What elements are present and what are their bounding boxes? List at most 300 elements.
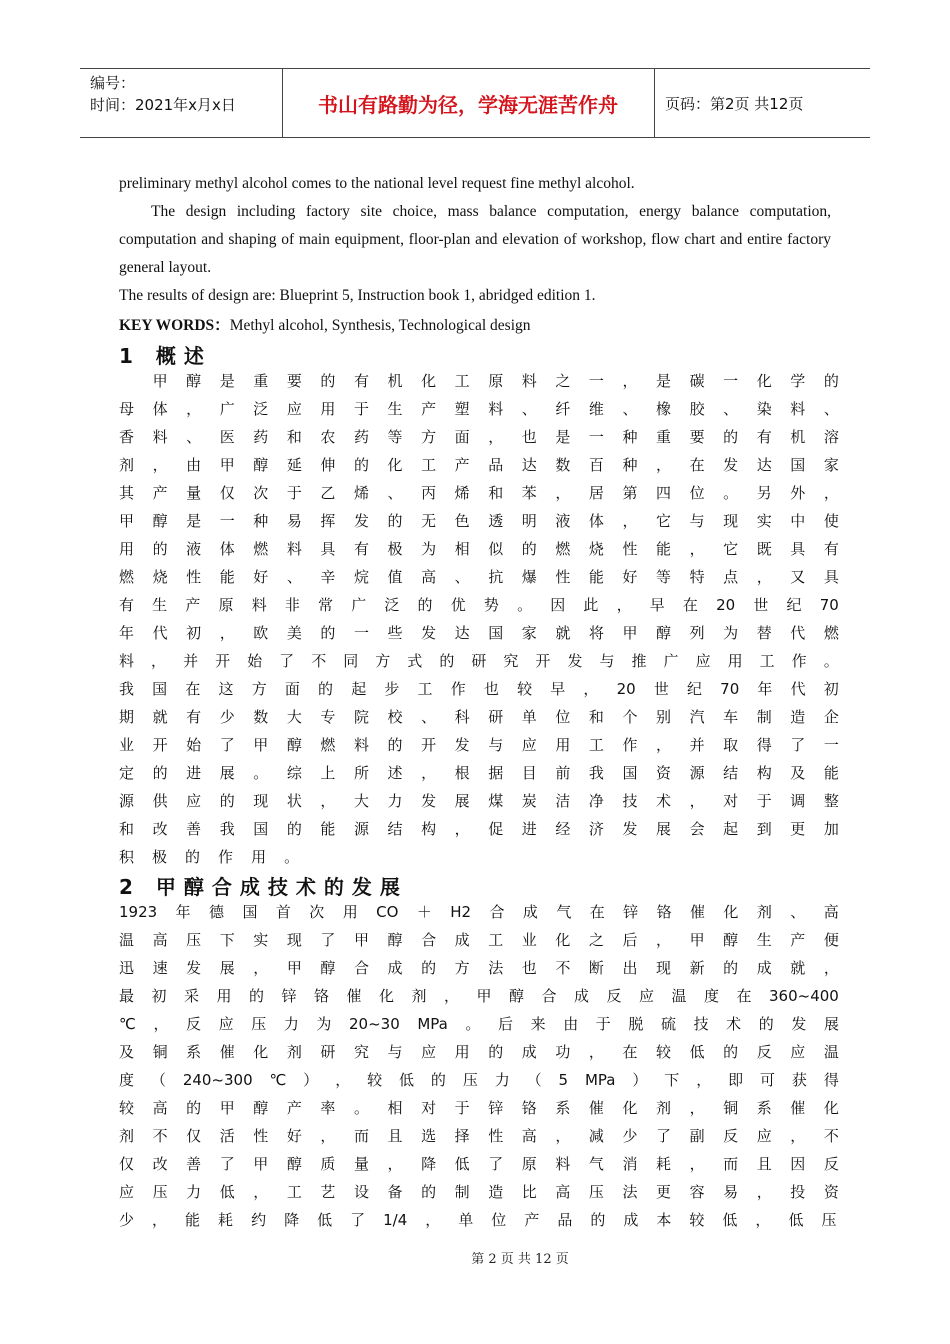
text-glyph: 品 [557, 1211, 573, 1229]
text-glyph: 作 [218, 848, 234, 866]
text-glyph: 维 [588, 400, 604, 418]
text-glyph: ， [656, 456, 672, 474]
text-glyph: 业 [119, 736, 135, 754]
text-glyph: 出 [622, 959, 638, 977]
text-glyph: 了 [219, 736, 235, 754]
text-glyph: 纪 [786, 596, 802, 614]
text-glyph: （ [150, 1071, 166, 1089]
text-glyph: 耗 [656, 1155, 672, 1173]
text-glyph: 泛 [253, 400, 269, 418]
text-glyph: 四 [656, 484, 672, 502]
text-glyph: 下 [219, 931, 235, 949]
text-glyph: 料 [353, 736, 369, 754]
text-glyph: 发 [454, 736, 470, 754]
text-glyph: 机 [790, 428, 806, 446]
text-glyph: 常 [318, 596, 334, 614]
text-glyph: ， [756, 1183, 772, 1201]
text-glyph: 因 [550, 596, 566, 614]
text-glyph: 能 [185, 1211, 201, 1229]
text-glyph: 达 [454, 624, 470, 642]
text-glyph: 减 [588, 1127, 604, 1145]
text-glyph: ， [387, 1155, 403, 1173]
text-glyph: 反 [823, 1155, 839, 1173]
text-glyph: 欧 [253, 624, 269, 642]
text-glyph: 剂 [411, 987, 427, 1005]
text-glyph: 、 [387, 484, 403, 502]
text-glyph: ， [488, 428, 504, 446]
text-glyph: 由 [186, 456, 202, 474]
text-glyph: 烧 [152, 568, 168, 586]
text-glyph: 国 [242, 903, 258, 921]
text-glyph: 发 [791, 1015, 807, 1033]
text-glyph: 、 [622, 400, 638, 418]
text-glyph: 能 [588, 568, 604, 586]
text-glyph: ℃ [119, 1015, 136, 1033]
text-glyph: 在 [622, 1043, 638, 1061]
text-glyph: 一 [588, 428, 604, 446]
text-glyph: 数 [555, 456, 571, 474]
text-glyph: 用 [216, 987, 232, 1005]
text-glyph: 与 [387, 1043, 403, 1061]
text-glyph: 压 [152, 1183, 168, 1201]
text-glyph: 成 [522, 903, 538, 921]
text-glyph: 外 [790, 484, 806, 502]
text-glyph: 生 [152, 596, 168, 614]
text-glyph: 它 [656, 512, 672, 530]
text-glyph: 原 [521, 1155, 537, 1173]
text-glyph: 是 [555, 428, 571, 446]
text-glyph: 便 [823, 931, 839, 949]
text-glyph: 初 [823, 680, 839, 698]
text-glyph: 和 [588, 708, 604, 726]
text-glyph: 现 [253, 792, 269, 810]
text-glyph: 年 [757, 680, 773, 698]
text-glyph: 达 [521, 456, 537, 474]
text-glyph: 加 [823, 820, 839, 838]
text-glyph: 在 [682, 596, 698, 614]
text-glyph: 量 [353, 1155, 369, 1173]
text-glyph: 于 [595, 1015, 611, 1033]
text-glyph: 院 [353, 708, 369, 726]
text-glyph: ， [616, 596, 632, 614]
text-glyph: 燃 [555, 540, 571, 558]
section-1-title: 1 概述 [119, 344, 212, 368]
text-line [119, 1038, 839, 1066]
text-glyph: 低 [219, 1183, 235, 1201]
text-glyph: 新 [689, 959, 705, 977]
text-glyph: 始 [247, 652, 263, 670]
text-glyph: 构 [421, 820, 437, 838]
text-glyph: 进 [521, 820, 537, 838]
text-line [119, 563, 839, 591]
text-glyph: 化 [622, 1099, 638, 1117]
text-glyph: 于 [756, 792, 772, 810]
keywords-line [119, 312, 831, 340]
text-glyph: 。 [723, 484, 739, 502]
text-glyph: 另 [756, 484, 772, 502]
text-glyph: 降 [284, 1211, 300, 1229]
text-line [119, 507, 839, 535]
text-line [119, 423, 839, 451]
text-glyph: 苯 [521, 484, 537, 502]
text-glyph: 法 [488, 959, 504, 977]
text-glyph: 国 [622, 764, 638, 782]
text-glyph: 早 [649, 596, 665, 614]
text-glyph: 剂 [656, 1099, 672, 1117]
text-glyph: 硫 [660, 1015, 676, 1033]
text-glyph: 辛 [320, 568, 336, 586]
text-glyph: 研 [471, 652, 487, 670]
text-glyph: 了 [790, 736, 806, 754]
text-glyph: 料 [790, 400, 806, 418]
text-glyph: 对 [421, 1099, 437, 1117]
text-glyph: 温 [671, 987, 687, 1005]
text-glyph: ， [790, 1127, 806, 1145]
text-glyph: 性 [253, 1127, 269, 1145]
text-glyph: 我 [219, 820, 235, 838]
text-glyph: 成 [454, 931, 470, 949]
text-glyph: 展 [454, 792, 470, 810]
text-glyph: 好 [253, 568, 269, 586]
text-glyph: 替 [756, 624, 772, 642]
text-glyph: 为 [316, 1015, 332, 1033]
header-motto: 书山有路勤为径，学海无涯苦作舟 [318, 92, 618, 117]
text-glyph: ， [335, 1071, 351, 1089]
text-glyph: 、 [521, 400, 537, 418]
text-glyph: 反 [756, 1043, 772, 1061]
text-glyph: 不 [823, 1127, 839, 1145]
text-glyph: 获 [791, 1071, 807, 1089]
text-glyph: 得 [823, 1071, 839, 1089]
text-line [119, 787, 839, 815]
text-glyph: 积 [119, 848, 135, 866]
text-glyph: 力 [186, 1183, 202, 1201]
text-glyph: 源 [119, 792, 135, 810]
text-glyph: 20 [616, 680, 636, 698]
text-glyph: 就 [790, 959, 806, 977]
text-glyph: 工 [286, 1183, 302, 1201]
text-glyph: 合 [353, 959, 369, 977]
text-glyph: 美 [286, 624, 302, 642]
text-glyph: 第 [622, 484, 638, 502]
text-glyph: 脱 [628, 1015, 644, 1033]
text-glyph: 方 [421, 428, 437, 446]
text-glyph: ， [153, 1015, 169, 1033]
text-glyph: 较 [656, 1043, 672, 1061]
text-glyph: 方 [375, 652, 391, 670]
text-glyph: 70 [819, 596, 839, 614]
text-glyph: 国 [790, 456, 806, 474]
text-glyph: 比 [521, 1183, 537, 1201]
text-glyph: MPa [417, 1015, 448, 1033]
text-glyph: 要 [286, 372, 302, 390]
text-glyph: 易 [723, 1183, 739, 1201]
text-glyph: 代 [152, 624, 168, 642]
text-glyph: 对 [723, 792, 739, 810]
text-glyph: 其 [119, 484, 135, 502]
text-glyph: 开 [152, 736, 168, 754]
text-glyph: 改 [152, 820, 168, 838]
text-glyph: 的 [421, 1183, 437, 1201]
text-glyph: 法 [622, 1183, 638, 1201]
text-glyph: 种 [622, 456, 638, 474]
text-glyph: 产 [454, 456, 470, 474]
text-glyph: 重 [656, 428, 672, 446]
text-glyph: ， [689, 792, 705, 810]
text-glyph: 、 [723, 400, 739, 418]
text-glyph: 系 [756, 1099, 772, 1117]
text-line [119, 1010, 839, 1038]
text-glyph: 药 [353, 428, 369, 446]
text-glyph: 一 [353, 624, 369, 642]
text-glyph: 并 [183, 652, 199, 670]
text-glyph: 较 [119, 1099, 135, 1117]
text-glyph: 资 [823, 1183, 839, 1201]
text-glyph: 因 [790, 1155, 806, 1173]
text-glyph: 产 [152, 484, 168, 502]
text-glyph: 相 [387, 1099, 403, 1117]
text-glyph: 不 [152, 1127, 168, 1145]
text-glyph: 要 [689, 428, 705, 446]
text-glyph: 于 [353, 400, 369, 418]
text-glyph: 的 [430, 1071, 446, 1089]
text-glyph: 的 [186, 1099, 202, 1117]
text-glyph: 20 [716, 596, 736, 614]
text-glyph: 工 [588, 736, 604, 754]
text-line [119, 395, 839, 423]
text-glyph: 技 [693, 1015, 709, 1033]
text-glyph: 质 [320, 1155, 336, 1173]
text-glyph: 低 [722, 1211, 738, 1229]
section-2-body [119, 898, 839, 1234]
text-glyph: 进 [186, 764, 202, 782]
text-glyph: 甲 [119, 512, 135, 530]
text-glyph: 醇 [286, 1155, 302, 1173]
text-glyph: ， [425, 1211, 441, 1229]
text-glyph: 用 [727, 652, 743, 670]
text-line [119, 1122, 839, 1150]
text-line [119, 535, 839, 563]
text-line [119, 954, 839, 982]
text-line [119, 367, 839, 395]
text-glyph: 且 [387, 1127, 403, 1145]
text-glyph: 为 [723, 624, 739, 642]
text-glyph: 的 [723, 1043, 739, 1061]
text-glyph: ， [656, 736, 672, 754]
text-glyph: 艺 [320, 1183, 336, 1201]
text-glyph: 甲 [152, 372, 168, 390]
text-glyph: 来 [530, 1015, 546, 1033]
text-glyph: 极 [152, 848, 168, 866]
text-glyph: 结 [723, 764, 739, 782]
text-glyph: 式 [407, 652, 423, 670]
text-glyph: 香 [119, 428, 135, 446]
text-line [119, 898, 839, 926]
text-glyph: 料 [286, 540, 302, 558]
text-glyph: 力 [283, 1015, 299, 1033]
text-glyph: 360~400 [769, 987, 839, 1005]
text-glyph: 医 [219, 428, 235, 446]
text-glyph: 极 [387, 540, 403, 558]
text-glyph: 位 [689, 484, 705, 502]
text-glyph: 乙 [320, 484, 336, 502]
text-glyph: 气 [588, 1155, 604, 1173]
text-glyph: ， [622, 512, 638, 530]
text-glyph: 有 [353, 372, 369, 390]
text-glyph: 推 [631, 652, 647, 670]
text-glyph: 又 [790, 568, 806, 586]
text-glyph: 度 [119, 1071, 135, 1089]
text-glyph: 列 [689, 624, 705, 642]
text-glyph: 世 [653, 680, 669, 698]
text-glyph: 后 [498, 1015, 514, 1033]
text-glyph: 力 [494, 1071, 510, 1089]
text-glyph: 锌 [488, 1099, 504, 1117]
text-glyph: 纪 [687, 680, 703, 698]
text-glyph: 高 [521, 1127, 537, 1145]
text-glyph: 少 [622, 1127, 638, 1145]
text-glyph: 少 [219, 708, 235, 726]
text-glyph: 用 [119, 540, 135, 558]
text-glyph: 化 [756, 372, 772, 390]
text-glyph: 展 [219, 959, 235, 977]
text-glyph: 应 [756, 1127, 772, 1145]
text-glyph: 企 [823, 708, 839, 726]
text-glyph: 个 [622, 708, 638, 726]
text-glyph: 净 [588, 792, 604, 810]
text-glyph: 起 [351, 680, 367, 698]
text-glyph: 整 [823, 792, 839, 810]
text-glyph: 代 [790, 680, 806, 698]
text-line [119, 703, 839, 731]
text-glyph: 成 [623, 1211, 639, 1229]
text-glyph: 醇 [387, 931, 403, 949]
text-glyph: 及 [790, 764, 806, 782]
text-glyph: 有 [353, 540, 369, 558]
text-glyph: 是 [656, 372, 672, 390]
text-glyph: 是 [186, 512, 202, 530]
text-glyph: 炭 [521, 792, 537, 810]
text-glyph: 明 [521, 512, 537, 530]
text-glyph: 了 [279, 652, 295, 670]
text-glyph: 了 [219, 1155, 235, 1173]
text-glyph: 具 [790, 540, 806, 558]
text-glyph: 应 [695, 652, 711, 670]
text-glyph: ， [689, 1155, 705, 1173]
text-glyph: 中 [790, 512, 806, 530]
text-glyph: 现 [286, 931, 302, 949]
text-glyph: 、 [790, 903, 806, 921]
header-meta [90, 72, 236, 116]
text-glyph: 。 [284, 848, 300, 866]
abstract-line: preliminary methyl alcohol comes to the national level request fine methyl alcohol. [119, 175, 635, 192]
text-glyph: ， [622, 372, 638, 390]
text-glyph: 锌 [623, 903, 639, 921]
text-glyph: 有 [119, 596, 135, 614]
text-glyph: 与 [599, 652, 615, 670]
text-glyph: 面 [284, 680, 300, 698]
text-glyph: 更 [656, 1183, 672, 1201]
text-glyph: 发 [186, 959, 202, 977]
text-glyph: 。 [465, 1015, 481, 1033]
text-glyph: ， [696, 1071, 712, 1089]
text-glyph: 剂 [286, 1043, 302, 1061]
text-glyph: 剂 [119, 1127, 135, 1145]
text-glyph: 及 [119, 1043, 135, 1061]
keywords-label: KEY WORDS： [119, 317, 230, 334]
text-glyph: 性 [555, 568, 571, 586]
text-glyph: 醇 [286, 736, 302, 754]
text-glyph: 温 [119, 931, 135, 949]
text-glyph: 取 [723, 736, 739, 754]
text-glyph: 位 [491, 1211, 507, 1229]
text-glyph: 在 [736, 987, 752, 1005]
text-glyph: 究 [503, 652, 519, 670]
text-glyph: 术 [656, 792, 672, 810]
text-glyph: 次 [309, 903, 325, 921]
text-glyph: 活 [219, 1127, 235, 1145]
text-glyph: 压 [186, 931, 202, 949]
text-glyph: 产 [286, 1099, 302, 1117]
section-2-title: 2 甲醇合成技术的发展 [119, 875, 408, 899]
text-glyph: 改 [152, 1155, 168, 1173]
text-glyph: 用 [555, 736, 571, 754]
text-glyph: 发 [421, 624, 437, 642]
text-glyph: 率 [320, 1099, 336, 1117]
text-glyph: 所 [353, 764, 369, 782]
text-glyph [119, 367, 134, 395]
text-glyph: 据 [488, 764, 504, 782]
text-glyph: 应 [421, 1043, 437, 1061]
text-glyph: 后 [622, 931, 638, 949]
text-glyph: 铬 [656, 903, 672, 921]
text-glyph: 好 [622, 568, 638, 586]
text-glyph: 仅 [119, 1155, 135, 1173]
text-glyph: 烯 [353, 484, 369, 502]
text-glyph: 作 [622, 736, 638, 754]
text-glyph: 甲 [253, 736, 269, 754]
text-glyph: 的 [590, 1211, 606, 1229]
text-glyph: 碳 [689, 372, 705, 390]
text-glyph: 此 [583, 596, 599, 614]
text-glyph: 投 [790, 1183, 806, 1201]
text-glyph: ， [421, 764, 437, 782]
text-glyph: 气 [556, 903, 572, 921]
time-label: 时间：2021年x月x日 [90, 96, 236, 114]
text-glyph: 也 [521, 959, 537, 977]
text-glyph: 别 [656, 708, 672, 726]
text-glyph: 的 [521, 540, 537, 558]
text-glyph: 居 [588, 484, 604, 502]
text-glyph: 合 [489, 903, 505, 921]
text-glyph: 的 [723, 428, 739, 446]
text-glyph: 化 [253, 1043, 269, 1061]
text-glyph: 开 [421, 736, 437, 754]
text-glyph: 应 [790, 1043, 806, 1061]
text-glyph: ， [454, 820, 470, 838]
text-glyph: 一 [823, 736, 839, 754]
text-glyph: 应 [218, 1015, 234, 1033]
text-glyph: 造 [488, 1183, 504, 1201]
text-glyph: 机 [387, 372, 403, 390]
text-glyph: 这 [218, 680, 234, 698]
text-glyph: 醇 [320, 959, 336, 977]
text-glyph: 次 [253, 484, 269, 502]
text-glyph: 铜 [723, 1099, 739, 1117]
text-glyph: 到 [756, 820, 772, 838]
text-glyph: 应 [639, 987, 655, 1005]
text-glyph: ， [320, 792, 336, 810]
